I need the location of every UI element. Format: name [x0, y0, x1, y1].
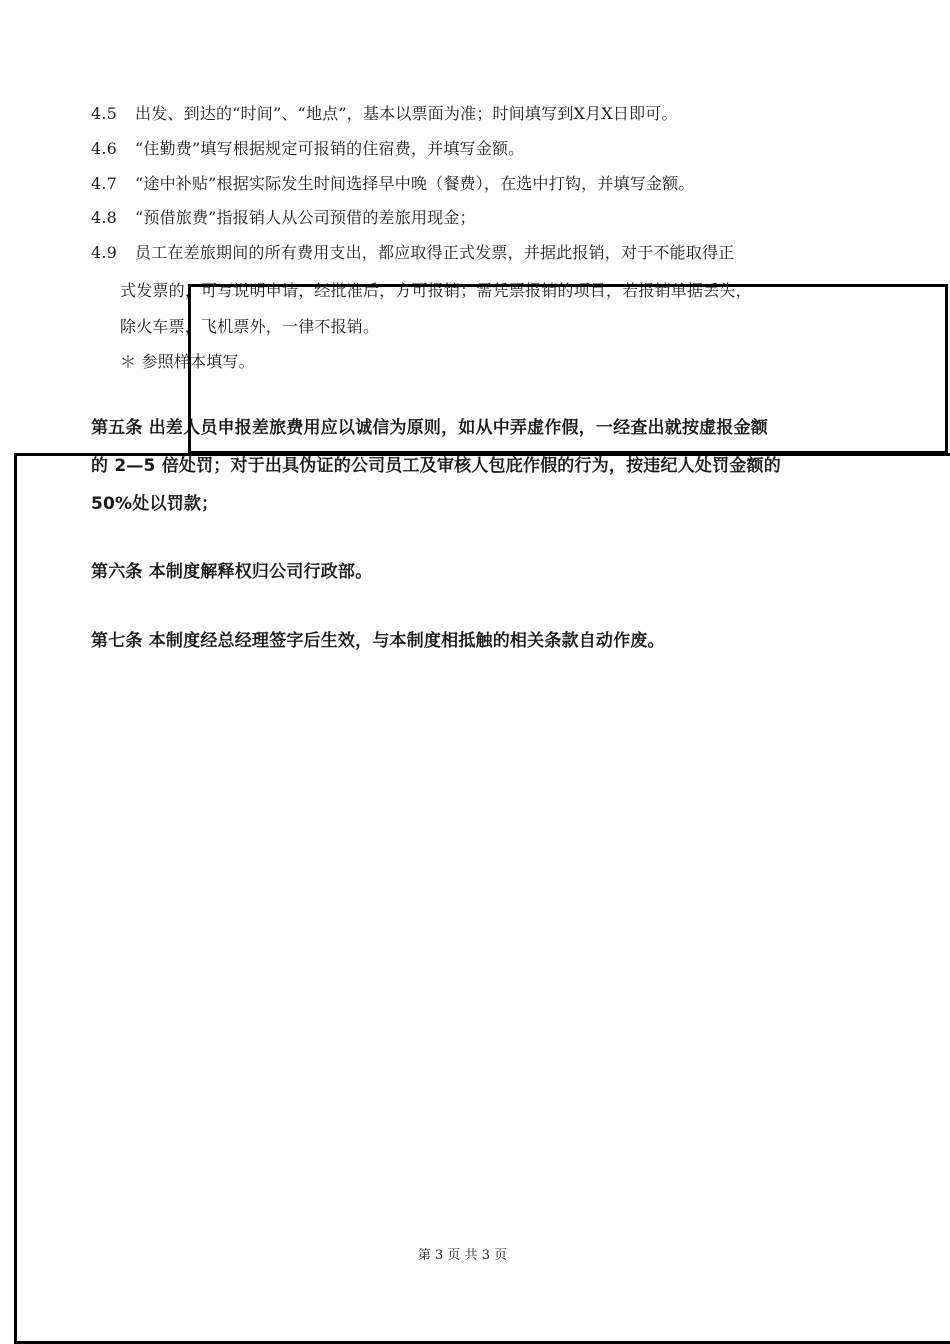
- item-text: 员工在差旅期间的所有费用支出，都应取得正式发票，并据此报销，对于不能取得正: [135, 243, 735, 262]
- article-5-line-3: 50%处以罚款；: [91, 494, 219, 514]
- item-4-8: [91, 208, 476, 228]
- overlay-frame-main: [14, 453, 950, 1344]
- item-number: 4.8: [91, 208, 118, 227]
- item-text: “预借旅费”指报销人从公司预借的差旅用现金；: [135, 208, 476, 227]
- item-4-9: [91, 243, 734, 263]
- item-4-9-continuation-2: 除火车票，飞机票外，一律不报销。: [120, 317, 380, 336]
- item-number: 4.7: [91, 174, 118, 193]
- item-4-7: [91, 174, 695, 194]
- page-number: 第 3 页 共 3 页: [417, 1248, 508, 1263]
- item-4-6: [91, 139, 524, 159]
- item-number: 4.9: [91, 243, 118, 262]
- item-number: 4.6: [91, 139, 118, 158]
- item-text: 出发、到达的“时间”、“地点”，基本以票面为准；时间填写到X月X日即可。: [135, 104, 678, 123]
- item-text: “途中补贴”根据实际发生时间选择早中晚（餐费），在选中打钩，并填写金额。: [135, 174, 695, 193]
- article-7: 第七条 本制度经总经理签字后生效，与本制度相抵触的相关条款自动作废。: [91, 631, 665, 651]
- item-4-5: [91, 104, 678, 124]
- item-number: 4.5: [91, 104, 118, 123]
- article-5-line-1: 第五条 出差人员申报差旅费用应以诚信为原则，如从中弄虚作假，一经查出就按虚报金额: [91, 418, 768, 438]
- item-text: “住勤费”填写根据规定可报销的住宿费，并填写金额。: [135, 139, 525, 158]
- article-5-line-2: 的 2—5 倍处罚；对于出具伪证的公司员工及审核人包庇作假的行为，按违纪人处罚金额的: [91, 456, 781, 476]
- note-text: ＊ 参照样本填写。: [120, 352, 255, 371]
- article-6: 第六条 本制度解释权归公司行政部。: [91, 562, 373, 582]
- item-4-9-continuation-1: 式发票的，可写说明申请，经批准后，方可报销；需凭票报销的项目，若报销单据丢失，: [120, 281, 752, 300]
